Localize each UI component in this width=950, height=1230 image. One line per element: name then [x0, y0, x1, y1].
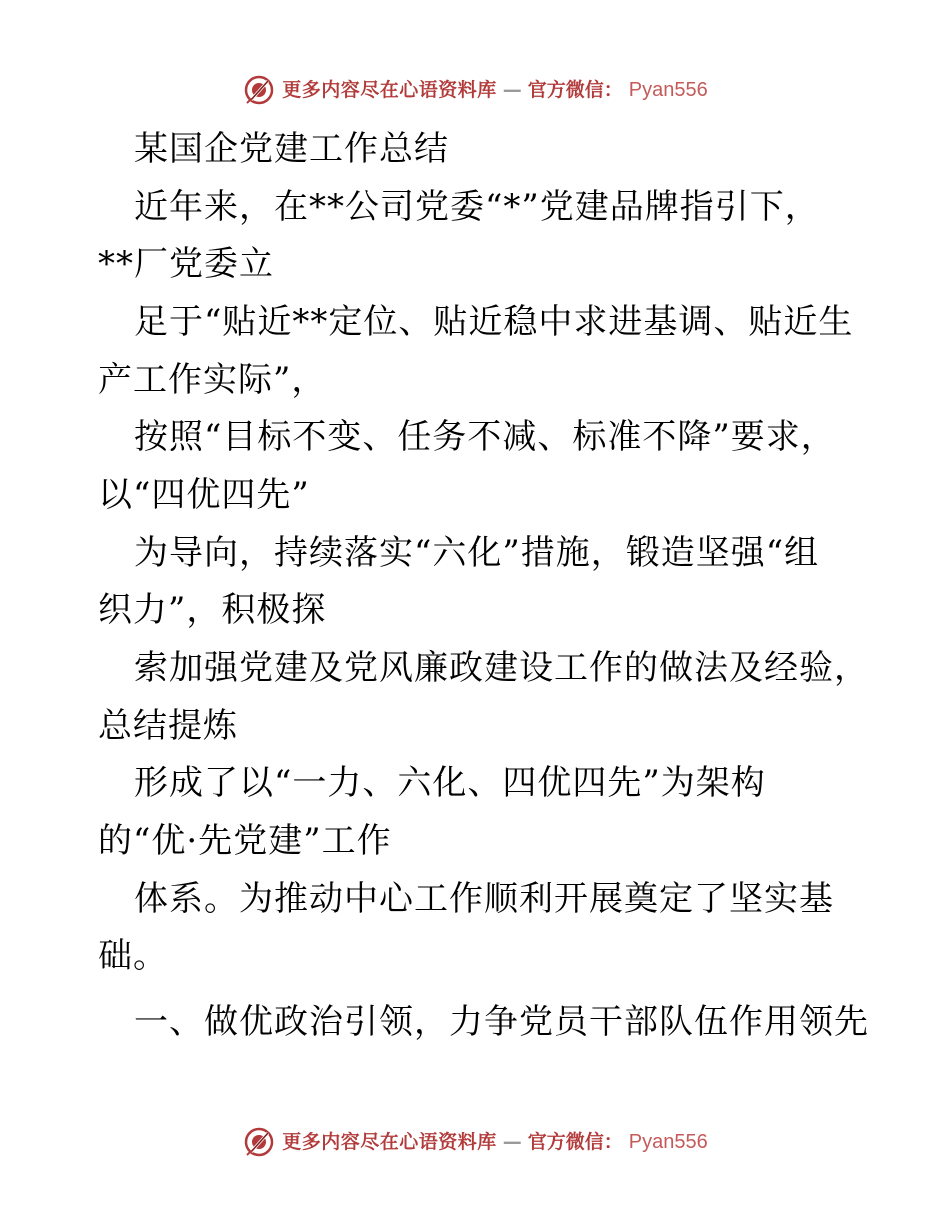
- watermark-separator: —: [502, 79, 522, 101]
- body-line: **厂党委立: [98, 244, 274, 284]
- body-line: 按照“目标不变、任务不减、标准不降”要求，: [134, 417, 836, 457]
- body-line: 础。: [98, 936, 168, 976]
- body-line: 索加强党建及党风廉政建设工作的做法及经验，: [134, 648, 869, 688]
- body-line: 为导向，持续落实“六化”措施，锻造坚强“组: [134, 533, 820, 573]
- body-line: 总结提炼: [98, 706, 238, 746]
- watermark-main-text: 更多内容尽在心语资料库: [282, 79, 497, 101]
- watermark-separator: —: [502, 1131, 522, 1153]
- body-line: 以“四优四先”: [98, 475, 310, 515]
- pen-seal-logo-icon: [242, 73, 276, 107]
- header-watermark: [0, 73, 950, 107]
- body-line: 形成了以“一力、六化、四优四先”为架构: [134, 763, 766, 803]
- watermark-wechat-id: Pyan556: [628, 79, 708, 101]
- watermark-main-text: 更多内容尽在心语资料库: [282, 1131, 497, 1153]
- pen-seal-logo-icon: [242, 1125, 276, 1159]
- footer-watermark: [0, 1125, 950, 1159]
- document-title: 某国企党建工作总结: [134, 129, 449, 169]
- body-line: 产工作实际”，: [98, 360, 327, 400]
- watermark-wechat-label: 官方微信：: [527, 1131, 623, 1153]
- body-line: 织力”，积极探: [98, 590, 327, 630]
- watermark-wechat-label: 官方微信：: [527, 79, 623, 101]
- body-line: 足于“贴近**定位、贴近稳中求进基调、贴近生: [134, 302, 854, 342]
- body-line: 体系。为推动中心工作顺利开展奠定了坚实基: [134, 879, 834, 919]
- body-line: 的“优·先党建”工作: [98, 821, 392, 861]
- watermark-wechat-id: Pyan556: [628, 1131, 708, 1153]
- body-line: 近年来，在**公司党委“*”党建品牌指引下，: [134, 187, 820, 227]
- section-heading: 一、做优政治引领，力争党员干部队伍作用领先: [134, 1002, 869, 1042]
